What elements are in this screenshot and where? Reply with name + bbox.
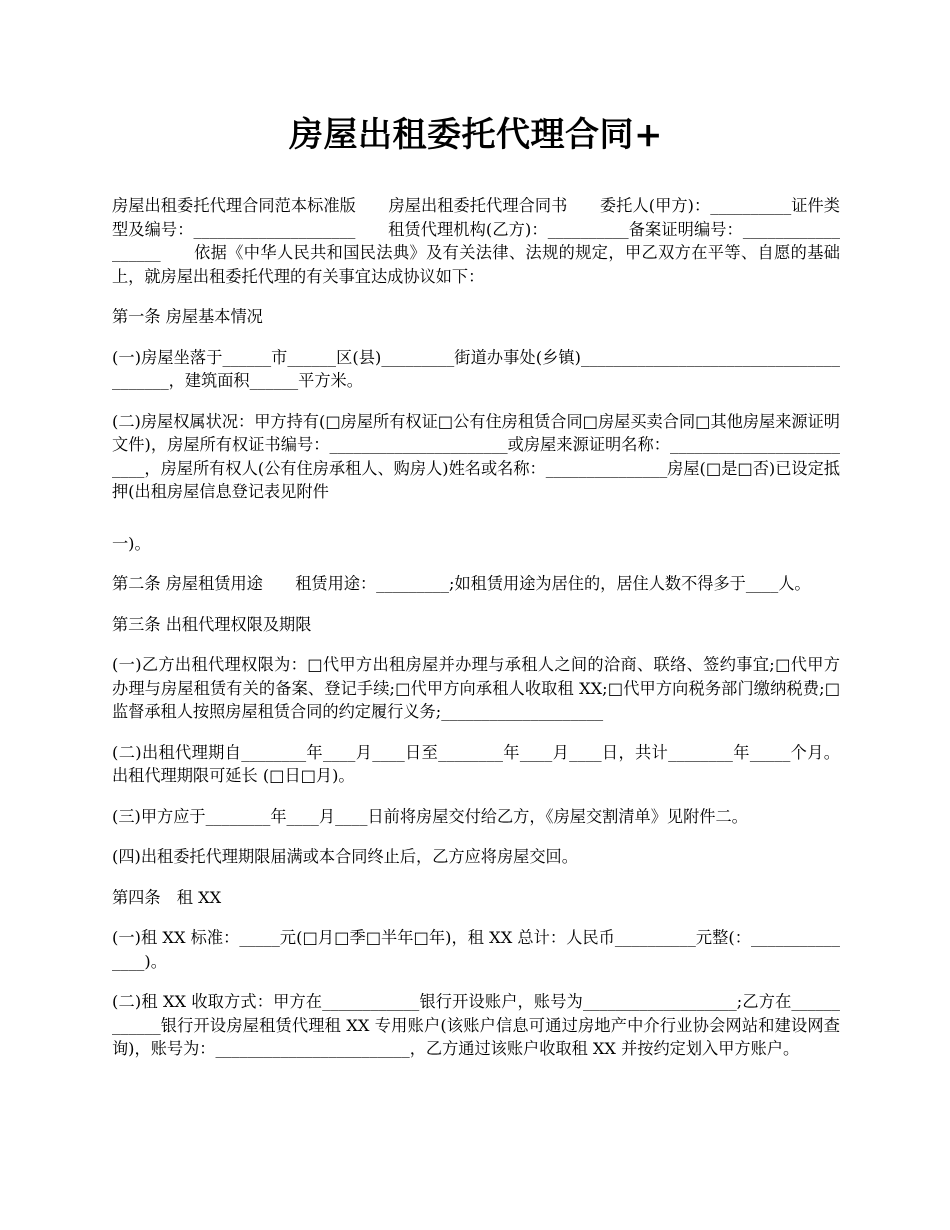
article-4-clause-1: (一)租 XX 标准：_____元(□月□季□半年□年)，租 XX 总计：人民币__________元整(：_______________)。 (112, 928, 840, 971)
article-1-heading: 第一条 房屋基本情况 (112, 307, 263, 326)
intro-paragraph: 房屋出租委托代理合同范本标准版 房屋出租委托代理合同书 委托人(甲方)：__________证件类型及编号：____________________ 租赁代理机构(乙方)：__________备案证明编号：__________________ 依据《中华人民共和国民法典》及有关法律、法规的规定，甲乙双方在平等、自愿的基础上，就房屋出租委托代理的有关事宜达成协议如下： (112, 196, 840, 286)
article-1-clause-1: (一)房屋坐落于______市______区(县)_________街道办事处(乡镇)_______________________________________，建筑面积______平方米。 (112, 347, 840, 390)
article-3-heading: 第三条 出租代理权限及期限 (112, 614, 312, 634)
article-4-clause-2: (二)租 XX 收取方式：甲方在____________银行开设账户，账号为___________________;乙方在____________银行开设房屋租赁代理租 XX 专用账户(该账户信息可通过房地产中介行业协会网站和建设网查询)，账号为：________________________，乙方通过该账户收取租 XX 并按约定划入甲方账户。 (112, 992, 840, 1058)
document-title: 房屋出租委托代理合同+ (289, 115, 663, 155)
article-2-paragraph: 第二条 房屋租赁用途 租赁用途：_________;如租赁用途为居住的，居住人数不得多于____人。 (112, 574, 811, 593)
article-1-clause-2: (二)房屋权属状况：甲方持有(□房屋所有权证□公有住房租赁合同□房屋买卖合同□其他房屋来源证明文件)，房屋所有权证书编号：______________________或房屋来源证明名称：_________________________，房屋所有权人(公有住房承租人、购房人)姓名或名称：_______________房屋(□是□否)已设定抵押(出租房屋信息登记表见附件 (112, 411, 840, 501)
document-page (112, 110, 840, 1078)
article-3-clause-1: (一)乙方出租代理权限为：□代甲方出租房屋并办理与承租人之间的洽商、联络、签约事宜;□代甲方办理与房屋租赁有关的备案、登记手续;□代甲方向承租人收取租 XX;□代甲方向税务部门缴纳税费;□监督承租人按照房屋租赁合同的约定履行义务;____________________ (112, 655, 840, 721)
article-1-clause-2-cont: 一)。 (112, 533, 151, 553)
article-3-clause-4: (四)出租委托代理期限届满或本合同终止后，乙方应将房屋交回。 (112, 847, 578, 866)
article-4-heading: 第四条 租 XX (112, 887, 222, 907)
article-3-clause-2: (二)出租代理期自________年____月____日至________年____月____日，共计________年_____个月。出租代理期限可延长 (□日□月)。 (112, 742, 840, 785)
article-3-clause-3: (三)甲方应于________年____月____日前将房屋交付给乙方，《房屋交割清单》见附件二。 (112, 806, 748, 826)
